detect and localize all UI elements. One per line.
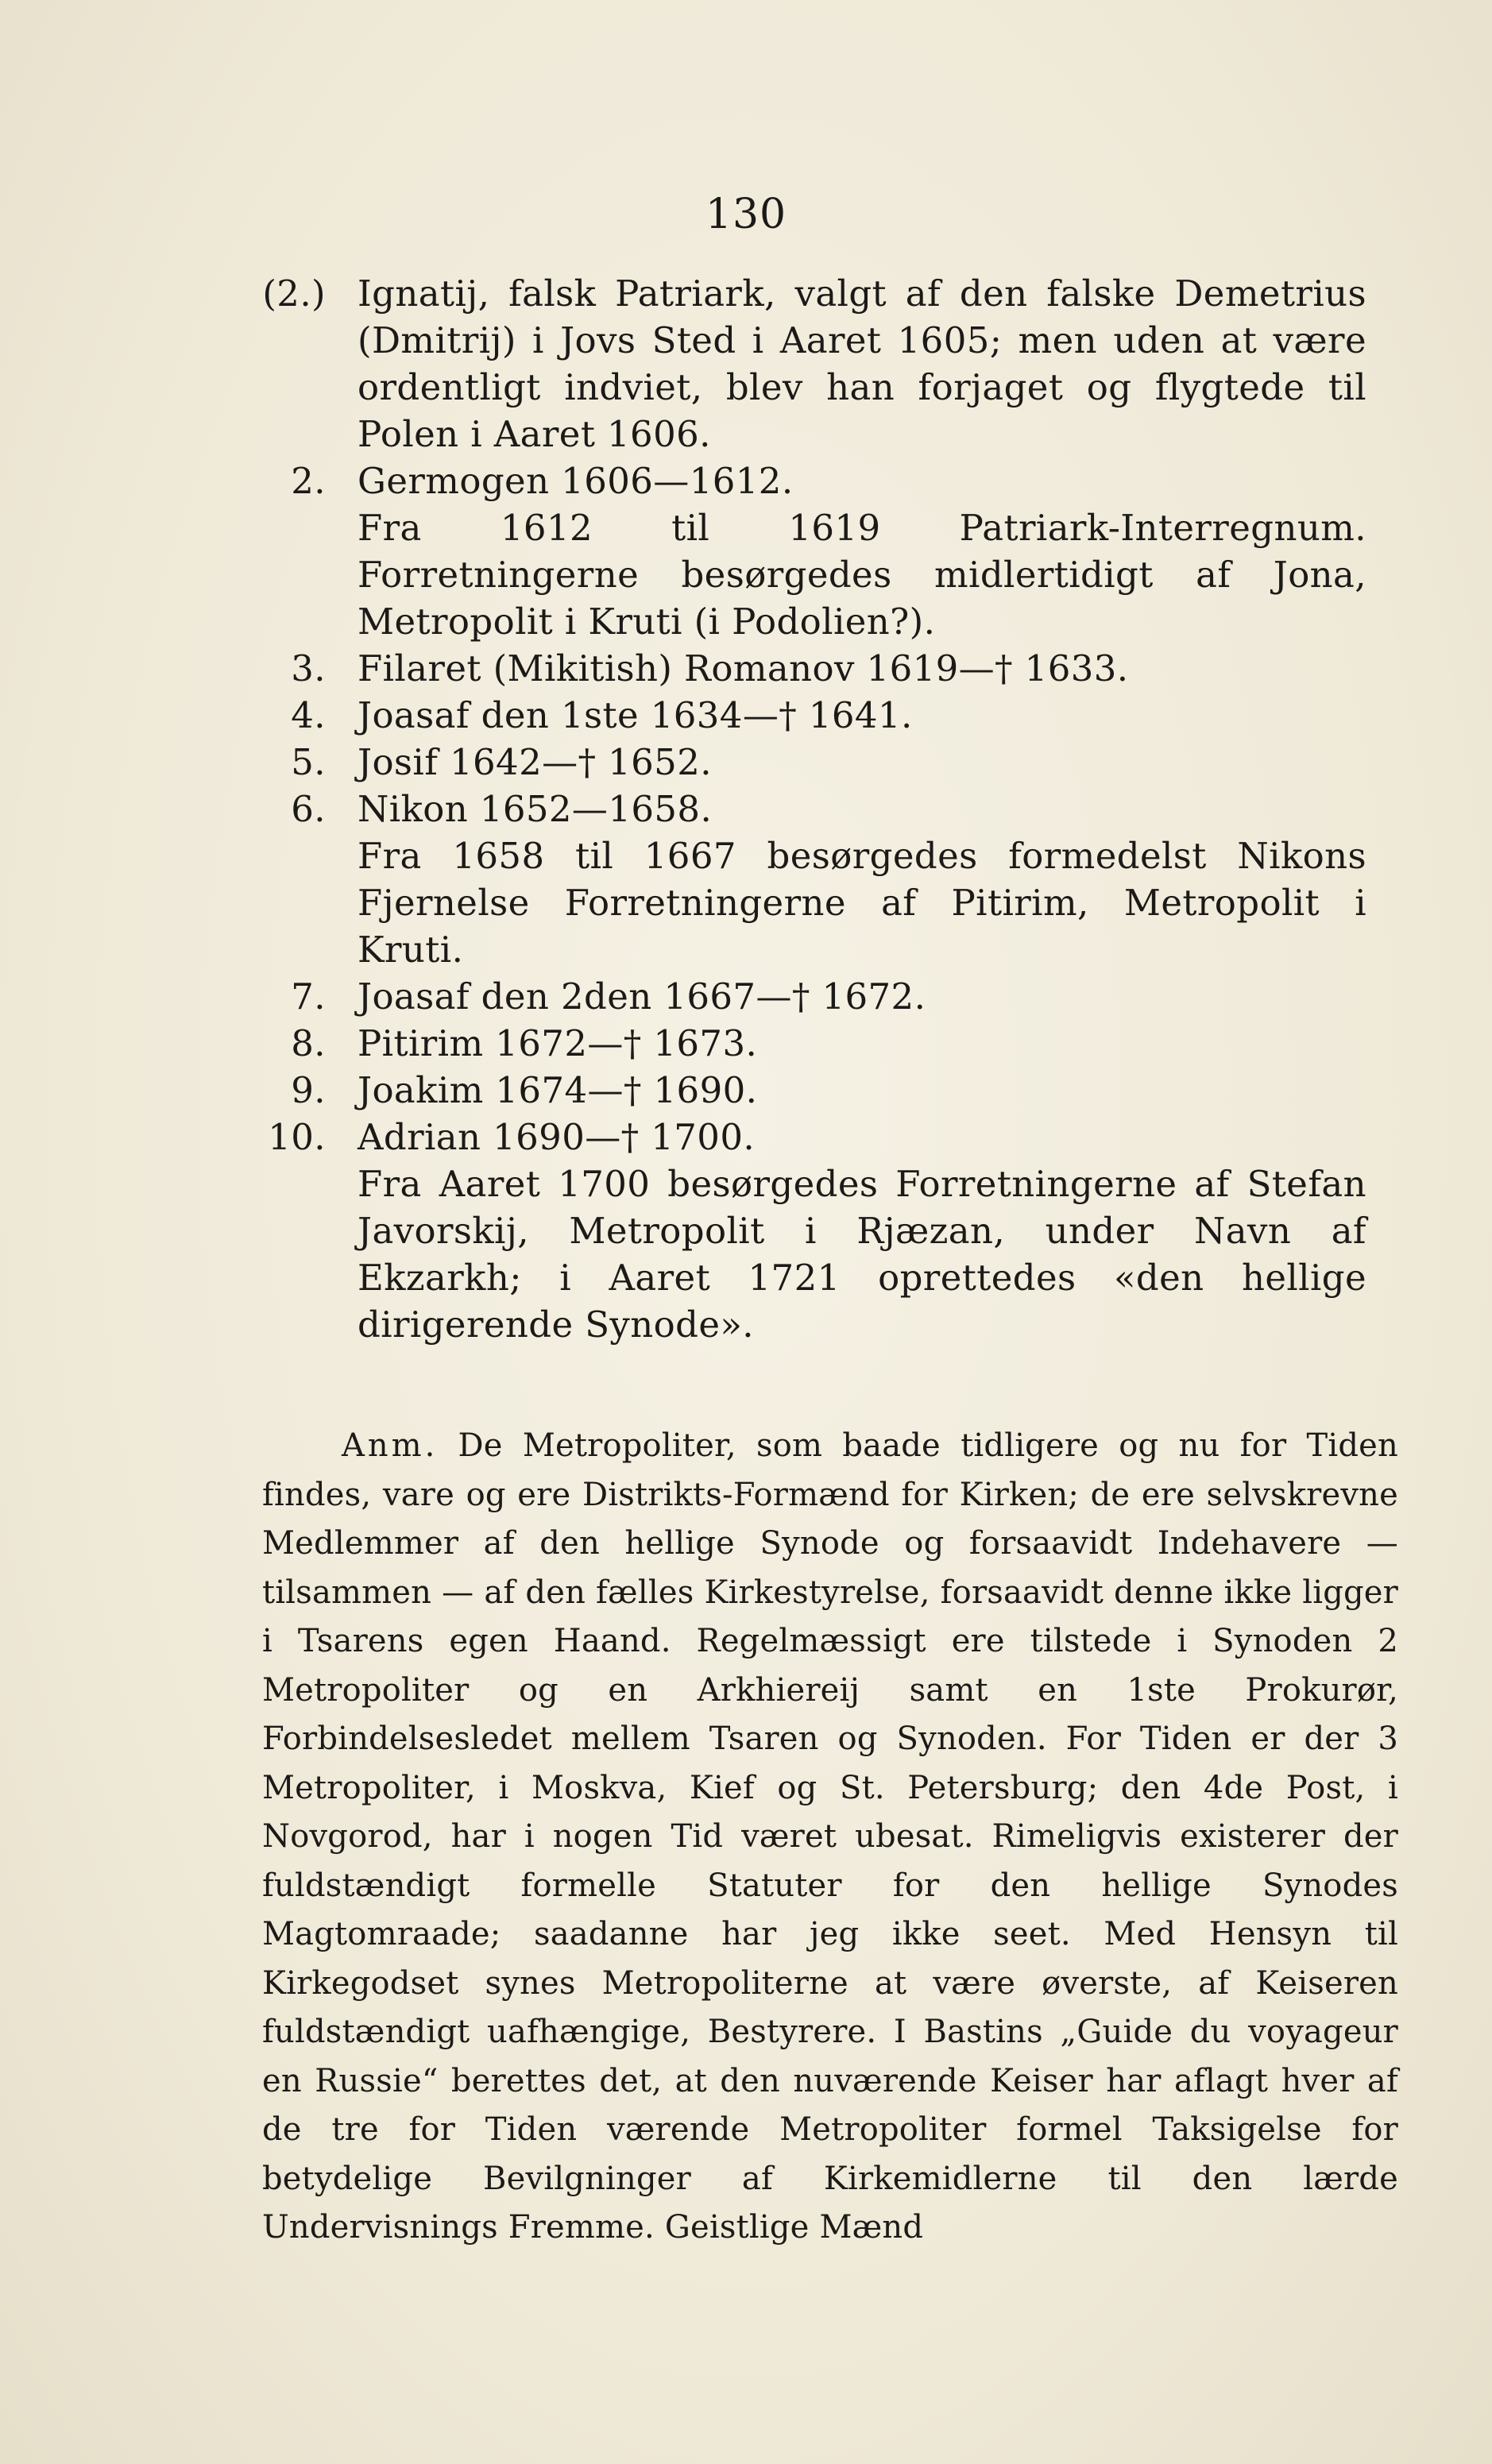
- entry-number: 9.: [291, 1069, 326, 1111]
- list-item: [230, 1067, 1366, 1114]
- entry-text: Joakim 1674—† 1690.: [358, 1069, 758, 1111]
- entry-number: 6.: [291, 788, 326, 830]
- entry-number: 5.: [291, 741, 326, 783]
- entry-number: 8.: [291, 1022, 326, 1064]
- entry-number: 2.: [291, 460, 326, 502]
- note-text: De Metropoliter, som baade tidligere og nu for Tiden findes, vare og ere Distrikts-Formænd for Kirken; de ere selvskrevne Medlemmer af den hellige Synode og forsaavidt Indehavere — tilsammen — af den fælles Kirkestyrelse, forsaavidt denne ikke ligger i Tsarens egen Haand. Regelmæssigt ere tilstede i Synoden 2 Metropoliter og en Arkhiereij samt en 1ste Prokurør, Forbindelsesledet mellem Tsaren og Synoden. For Tiden er der 3 Metropoliter, i Moskva, Kief og St. Petersburg; den 4de Post, i Novgorod, har i nogen Tid været ubesat. Rimeligvis existerer der fuldstændigt formelle Statuter for den hellige Synodes Magtomraade; saadanne har jeg ikke seet. Med Hensyn til Kirkegodset synes Metropoliterne at være øverste, af Keiseren fuldstændigt uafhængige, Bestyrere. I Bastins „Guide du voyageur en Russie“ berettes det, at den nuværende Keiser har aflagt hver af de tre for Tiden værende Metropoliter formel Taksigelse for betydelige Bevilgninger af Kirkemidlerne til den lærde Undervisnings Fremme. Geistlige Mænd: [262, 1427, 1398, 2246]
- list-item: [230, 786, 1366, 832]
- entry-text: Pitirim 1672—† 1673.: [358, 1022, 758, 1064]
- entry-text: Germogen 1606—1612.: [358, 460, 794, 502]
- patriarch-list: [230, 270, 1366, 1348]
- entry-text: Filaret (Mikitish) Romanov 1619—† 1633.: [358, 647, 1129, 689]
- footnote: [262, 1422, 1398, 2253]
- entry-text: Fra 1612 til 1619 Patriark-Interregnum. Forretningerne besørgedes midlertidigt af Jona, Metropolit i Kruti (i Podolien?).: [358, 507, 1366, 643]
- note-label: Anm.: [342, 1427, 439, 1464]
- list-item: [230, 739, 1366, 786]
- entry-number: 3.: [291, 647, 326, 689]
- entry-number: 10.: [268, 1116, 326, 1158]
- list-item: [230, 504, 1366, 645]
- entry-number: 4.: [291, 694, 326, 736]
- list-item: [230, 270, 1366, 458]
- list-item: [230, 973, 1366, 1020]
- entry-text: Fra 1658 til 1667 besørgedes formedelst Nikons Fjernelse Forretningerne af Pitirim, Metropolit i Kruti.: [358, 835, 1366, 971]
- entry-text: Fra Aaret 1700 besørgedes Forretningerne af Stefan Javorskij, Metropolit i Rjæzan, under Navn af Ekzarkh; i Aaret 1721 oprettedes «den hellige dirigerende Synode».: [358, 1163, 1366, 1346]
- list-item: [230, 645, 1366, 692]
- list-item: [230, 1114, 1366, 1161]
- list-item: [230, 1161, 1366, 1348]
- entry-text: Joasaf den 1ste 1634—† 1641.: [358, 694, 913, 736]
- entry-text: Josif 1642—† 1652.: [358, 741, 712, 783]
- entry-number: 7.: [291, 975, 326, 1018]
- list-item: [230, 1020, 1366, 1067]
- entry-number: (2.): [262, 272, 326, 315]
- list-item: [230, 832, 1366, 973]
- list-item: [230, 692, 1366, 739]
- entry-text: Ignatij, falsk Patriark, valgt af den falske Demetrius (Dmitrij) i Jovs Sted i Aaret 1605; men uden at være ordentligt indviet, blev han forjaget og flygtede til Polen i Aaret 1606.: [358, 272, 1366, 455]
- page-number: 130: [705, 191, 787, 238]
- list-item: [230, 458, 1366, 504]
- entry-text: Adrian 1690—† 1700.: [358, 1116, 756, 1158]
- entry-text: Joasaf den 2den 1667—† 1672.: [358, 975, 926, 1018]
- entry-text: Nikon 1652—1658.: [358, 788, 713, 830]
